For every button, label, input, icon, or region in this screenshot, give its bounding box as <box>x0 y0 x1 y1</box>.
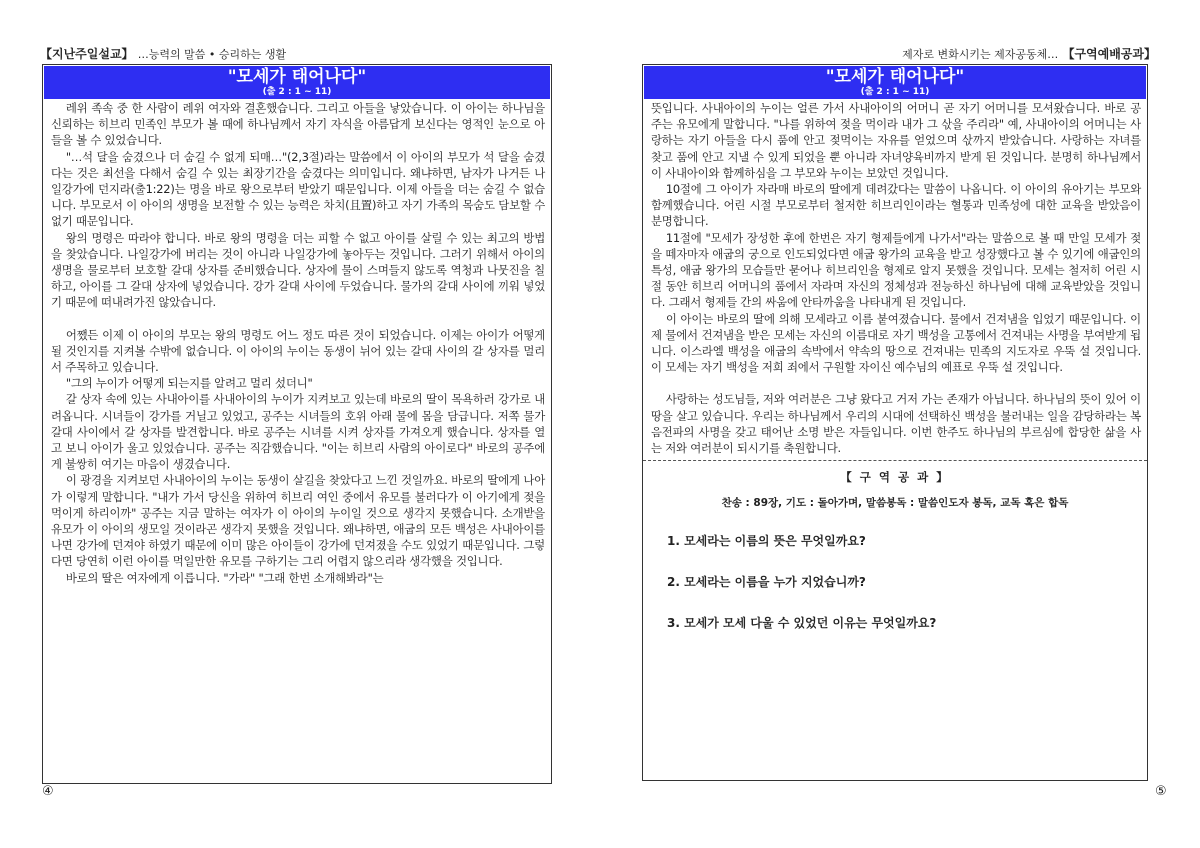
scripture-reference: (출 2 : 1 ~ 11) <box>860 87 930 97</box>
paragraph: 갈 상자 속에 있는 사내아이를 사내아이의 누이가 지켜보고 있는데 바로의 딸이 목욕하러 강가로 내려옵니다. 시녀들이 강가를 거닐고 있었고, 공주는 시녀들의 호위 아래 물에 몸을 담급니다. 저쪽 물가 갈대 사이에서 갈 상자를 발견합니다. 바로 공주는 시녀를 시켜 상자를 가져오게 했습니다. 상자를 열고 보니 아이가 울고 있었습니다. 공주는 직감했습니다. "이는 히브리 사람의 아이로다" 바로의 공주에게 불쌍히 여기는 마음이 생겼습니다. <box>51 392 545 472</box>
scripture-reference: (출 2 : 1 ~ 11) <box>262 87 332 97</box>
paragraph: 10절에 그 아이가 자라매 바로의 딸에게 데려갔다는 말씀이 나옵니다. 이 아이의 유아기는 부모와 함께했습니다. 어린 시절 부모로부터 철저한 히브리인이라는 혈통과 민족성에 대한 교육을 받았음이 분명합니다. <box>651 182 1141 229</box>
header-left-title: 【지난주일설교】 <box>40 47 134 61</box>
sermon-title: "모세가 태어나다" <box>825 67 965 87</box>
left-page <box>42 64 552 784</box>
paragraph: 왕의 명령은 따라야 합니다. 바로 왕의 명령을 더는 피할 수 없고 아이를 살릴 수 있는 최고의 방법을 찾았습니다. 나일강가에 버리는 것이 아니라 나일강가에 놓아두는 것입니다. 그러기 위해서 아이의 생명을 물로부터 보호할 갈대 상자를 준비했습니다. 상자에 물이 스며들지 않도록 역청과 나뭇진을 칠하고, 아이를 그 갈대 상자에 넣었습니다. 강가 갈대 사이에 두었습니다. 물가의 갈대 사이에 끼워 넣었기 때문에 떠내려가진 않았습니다. <box>51 230 545 310</box>
paragraph: 11절에 "모세가 장성한 후에 한번은 자기 형제들에게 나가서"라는 말씀으로 볼 때 만일 모세가 젖을 떼자마자 애굽의 궁으로 인도되었다면 애굽 왕가의 교육을 받고 성장했다고 볼 수 있기에 애굽인의 특성, 애굽 왕가의 모습들만 묻어나 히브리인을 형제로 알지 못했을 것입니다. 모세는 철저히 어린 시절 동안 히브리 어머니의 품에서 자라며 자신의 정체성과 전능하신 하나님에 대해 교육받았을 것입니다. 그래서 형제들 간의 싸움에 안타까움을 나타내게 된 것입니다. <box>651 230 1141 310</box>
lesson-title: 【 구 역 공 과 】 <box>840 470 950 485</box>
paragraph: 뜻입니다. 사내아이의 누이는 얼른 가서 사내아이의 어머니 곧 자기 어머니를 모셔왔습니다. 바로 공주는 유모에게 말합니다. "나를 위하여 젖을 먹이라 내가 그 삯을 주리라" 예, 사내아이의 어머니는 사랑하는 자기 아들을 다시 품에 안고 젖먹이는 자유를 얻었으며 삯까지 받았습니다. 사랑하는 자녀를 찾고 품에 안고 지낼 수 있게 되었을 뿐 아니라 자녀양육비까지 받게 된 것입니다. 분명히 하나님께서 이 사내아이와 함께하심을 그 부모와 누이는 보았던 것입니다. <box>651 101 1141 180</box>
paragraph: 어쨌든 이제 이 아이의 부모는 왕의 명령도 어느 정도 따른 것이 되었습니다. 이제는 아이가 어떻게 될 것인지를 지켜볼 수밖에 없습니다. 이 아이의 누이는 동생이 뉘어 있는 갈대 사이의 갈 상자를 멀리서 주목하고 있습니다. <box>51 327 545 375</box>
right-page <box>642 64 1148 781</box>
paragraph: 바로의 딸은 여자에게 이릅니다. "가라" "그래 한번 소개해봐라"는 <box>65 570 384 585</box>
question-item: 2. 모세라는 이름을 누가 지었습니까? <box>667 575 866 590</box>
header-left-subtitle: …능력의 말씀 • 승리하는 생활 <box>137 48 287 61</box>
paragraph: "…석 달을 숨겼으나 더 숨길 수 없게 되매…"(2,3절)라는 말씀에서 이 아이의 부모가 석 달을 숨겼다는 것은 최선을 다해서 숨길 수 있는 최장기간을 숨겼다는 의미입니다. 왜냐하면, 남자가 나거든 나일강가에 던지라(출1:22)는 명을 바로 왕으로부터 받았기 때문입니다. 이제 아들을 더는 숨길 수 없습니다. 부모로서 이 아이의 생명을 보전할 수 있는 능력은 차치(且置)하고 자기 가족의 목숨도 담보할 수 없기 때문입니다. <box>51 149 545 229</box>
header-right-subtitle: 제자로 변화시키는 제자공동체… <box>902 48 1059 61</box>
header-right-title: 【구역예배공과】 <box>1062 47 1156 61</box>
paragraph: 이 아이는 바로의 딸에 의해 모세라고 이름 붙여졌습니다. 물에서 건져냄을 입었기 때문입니다. 이제 물에서 건져냄을 받은 모세는 자신의 이름대로 자기 백성을 고통에서 건져내는 사명을 부여받게 됩니다. 이스라엘 백성을 애굽의 속박에서 약속의 땅으로 건져내는 민족의 지도자로 우뚝 설 것입니다. 이 모세는 자기 백성을 저희 죄에서 구원할 자이신 예수님의 예표로 우뚝 설 것입니다. <box>651 311 1141 375</box>
sermon-title: "모세가 태어나다" <box>227 67 367 87</box>
right-page-number: ⑤ <box>1155 784 1167 799</box>
question-item: 3. 모세가 모세 다울 수 있었던 이유는 무엇일까요? <box>667 616 937 631</box>
paragraph: 이 광경을 지켜보던 사내아이의 누이는 동생이 살길을 찾았다고 느낀 것일까요. 바로의 딸에게 나아가 이렇게 말합니다. "내가 가서 당신을 위하여 히브리 여인 중에서 유모를 불러다가 이 아기에게 젖을 먹이게 하리이까" 공주는 지금 말하는 여자가 이 아이의 누이일 것으로 생각지 못했습니다. 소개받을 유모가 이 아이의 생모일 것이라곤 생각지 못했을 것입니다. 왜냐하면, 애굽의 모든 백성은 사내아이를 나면 강가에 던져야 하였기 때문에 이미 많은 아이들이 강가에 던져졌을 수도 있었기 때문입니다. 그렇다면 당연히 이런 아이를 먹일만한 유모를 구하기는 그리 어렵지 않으리라 생각했을 것입니다. <box>51 473 545 569</box>
header-left <box>40 45 286 62</box>
left-sermon-body <box>43 100 551 586</box>
paragraph: 레위 족속 중 한 사람이 레위 여자와 결혼했습니다. 그리고 아들을 낳았습니다. 이 아이는 하나님을 신뢰하는 히브리 민족인 부모가 볼 때에 하나님께서 자기 자식을 아름답게 보신다는 영적인 눈으로 아들을 볼 수 있었습니다. <box>51 101 545 148</box>
quote-paragraph: "그의 누이가 어떻게 되는지를 알려고 멀리 섰더니" <box>65 376 313 391</box>
divider <box>643 460 1147 461</box>
left-page-number: ④ <box>42 784 54 799</box>
question-item: 1. 모세라는 이름의 뜻은 무엇일까요? <box>667 534 866 549</box>
worship-order: 찬송 : 89장, 기도 : 돌아가며, 말씀봉독 : 말씀인도자 봉독, 교독 혹은 합독 <box>721 497 1069 510</box>
header-right <box>902 45 1156 62</box>
left-title-banner <box>44 66 550 99</box>
right-sermon-body <box>643 100 1147 456</box>
paragraph: 사랑하는 성도님들, 저와 여러분은 그냥 왔다고 거저 가는 존재가 아닙니다. 하나님의 뜻이 있어 이 땅을 살고 있습니다. 우리는 하나님께서 우리의 시대에 선택하신 백성을 불러내는 일을 감당하라는 복음전파의 사명을 갖고 태어난 소명 받은 자들입니다. 이번 한주도 하나님의 부르심에 합당한 삶을 사는 저와 여러분이 되시기를 축원합니다. <box>651 392 1141 456</box>
right-title-banner <box>644 66 1146 99</box>
discussion-questions <box>643 532 1147 631</box>
